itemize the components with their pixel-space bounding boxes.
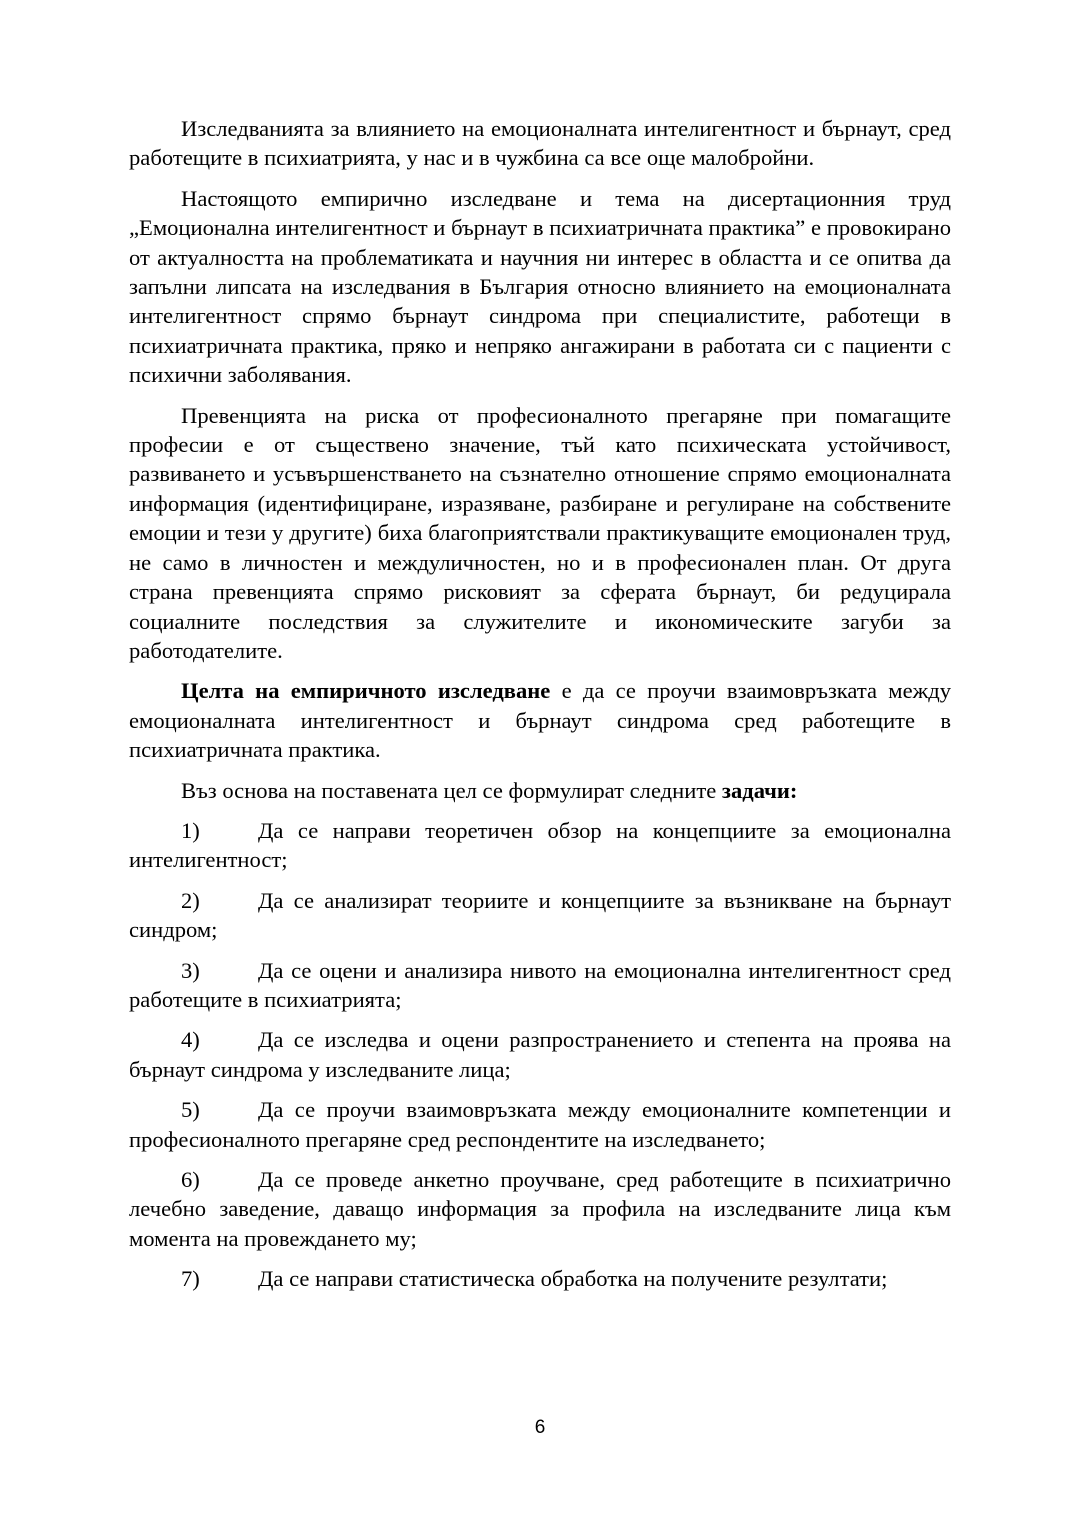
paragraph-aim: [129, 676, 951, 764]
task-text: Да се направи теоретичен обзор на концепциите за емоционална интелигентност;: [129, 817, 951, 873]
tasks-intro-text: Въз основа на поставената цел се формулират следните: [181, 777, 722, 803]
task-number: 5): [181, 1097, 200, 1123]
aim-heading: Целта на емпиричното изследване: [181, 678, 551, 704]
task-number: 1): [181, 817, 200, 843]
aim-text: е да се проучи взаимовръзката между емоционалната интелигентност и бърнаут синдрома сред работещите в психиатричната практика.: [129, 678, 952, 763]
task-number: 2): [181, 887, 200, 913]
task-item: [129, 886, 951, 945]
task-item: [129, 956, 951, 1015]
paragraph-study-topic: Настоящото емпирично изследване и тема на дисертационния труд „Емоционална интелигентност и бърнаут в психиатричната практика” е провокирано от актуалността на проблематиката и научния ни интерес в областта и се опитва да запълни липсата на изследвания в България относно влиянието на емоционалната интелигентност спрямо бърнаут синдрома при специалистите, работещи в психиатричната практика, пряко и непряко ангажирани в работата си с пациенти с психични заболявания.: [129, 185, 951, 388]
task-number: 7): [181, 1266, 200, 1292]
task-item: [129, 816, 951, 875]
page-number: 6: [534, 1417, 546, 1438]
task-item: [129, 1264, 951, 1293]
task-text: Да се оцени и анализира нивото на емоционална интелигентност сред работещите в психиатрията;: [129, 957, 951, 1012]
task-text: Да се проведе анкетно проучване, сред работещите в психиатрично лечебно заведение, даващо информация за профила на изследваните лица към момента на провеждането му;: [129, 1167, 951, 1251]
task-text: Да се анализират теориите и концепциите за възникване на бърнаут синдром;: [129, 887, 951, 943]
task-item: [129, 1165, 951, 1253]
task-number: 6): [181, 1167, 200, 1192]
tasks-intro-bold: задачи:: [721, 777, 798, 803]
task-text: Да се изследва и оцени разпространението и степента на проява на бърнаут синдрома у изследваните лица;: [129, 1027, 951, 1082]
task-number: 3): [181, 957, 200, 983]
task-text: Да се направи статистическа обработка на получените резултати;: [258, 1266, 888, 1292]
task-number: 4): [181, 1027, 200, 1053]
paragraph-intro: Изследванията за влиянието на емоционалната интелигентност и бърнаут, сред работещите в психиатрията, у нас и в чужбина са все още малобройни.: [129, 116, 951, 171]
task-item: [129, 1025, 951, 1084]
task-text: Да се проучи взаимовръзката между емоционалните компетенции и професионалното прегаряне сред респондентите на изследването;: [129, 1097, 951, 1152]
task-item: [129, 1095, 951, 1154]
paragraph-prevention: Превенцията на риска от професионалното прегаряне при помагащите професии е от съществено значение, тъй като психическата устойчивост, развиването и усъвършенстването на съзнателно отношение спрямо емоционалната информация (идентифициране, изразяване, разбиране и регулиране на собствените емоции и тези у другите) биха благоприятствали практикуващите емоционален труд, не само в личностен и междуличностен, но и в професионален план. От друга страна превенцията спрямо рисковият за сферата бърнаут, би редуцирала социалните последствия за служителите и икономическите загуби за работодателите.: [129, 402, 951, 663]
document-page: [129, 114, 951, 1305]
paragraph-tasks-intro: [129, 776, 951, 805]
